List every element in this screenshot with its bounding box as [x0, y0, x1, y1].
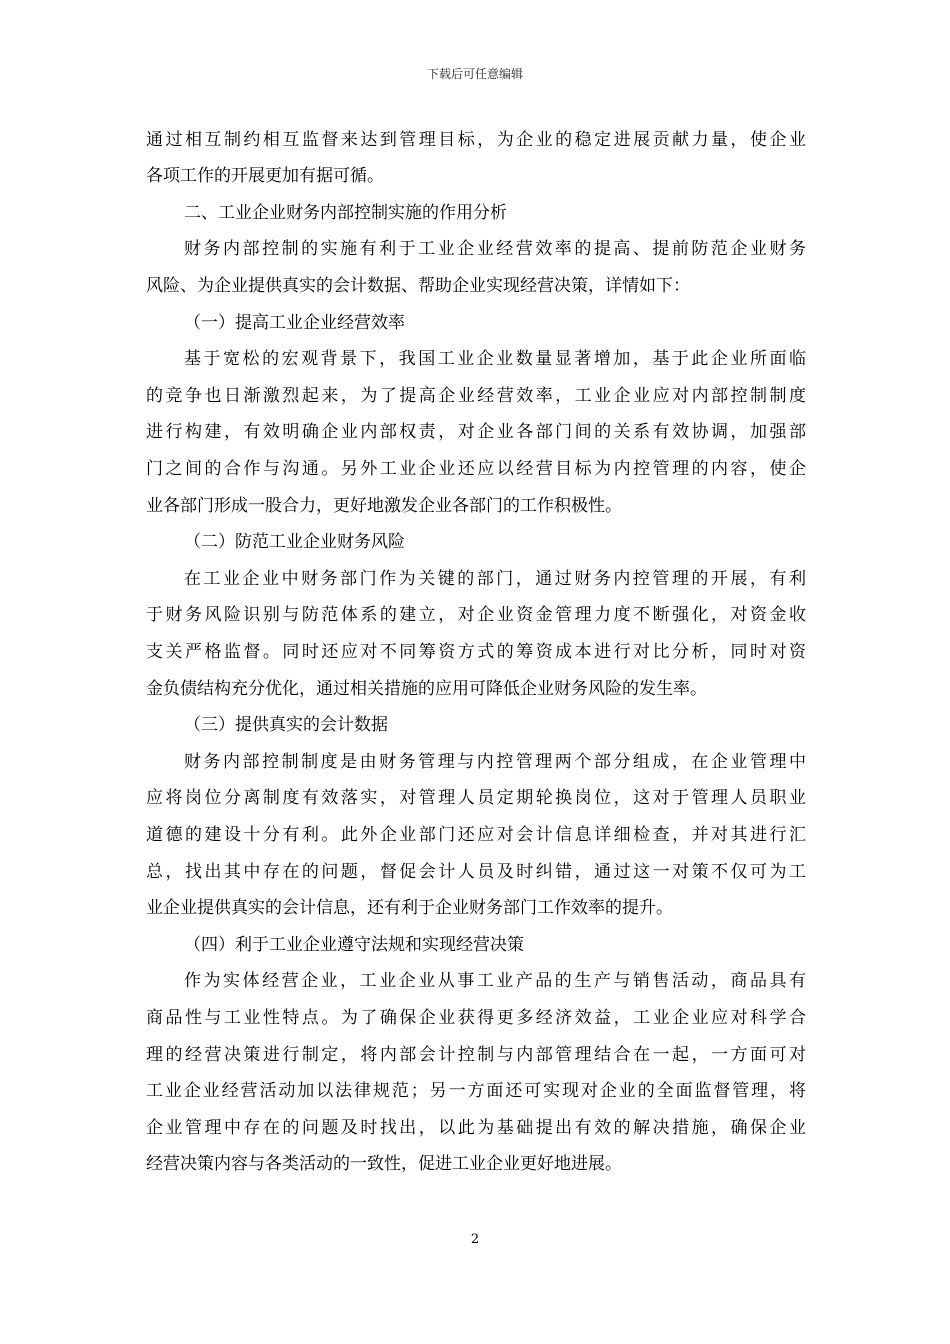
paragraph-line: 业各部门形成一股合力，更好地激发企业各部门的工作积极性。: [146, 496, 622, 516]
paragraph-line: 金负债结构充分优化，通过相关措施的应用可降低企业财务风险的发生率。: [146, 679, 707, 699]
paragraph-line: 支关严格监督。同时还应对不同筹资方式的筹资成本进行对比分析，同时对资: [146, 642, 806, 662]
paragraph-line: 基于宽松的宏观背景下，我国工业企业数量显著增加，基于此企业所面临: [184, 349, 806, 369]
paragraph-line: 各项工作的开展更加有据可循。: [146, 166, 384, 186]
subsection-heading: （二）防范工业企业财务风险: [184, 532, 405, 552]
paragraph-line: 通过相互制约相互监督来达到管理目标，为企业的稳定进展贡献力量，使企业: [146, 130, 806, 150]
paragraph-line: 的竞争也日渐激烈起来，为了提高企业经营效率，工业企业应对内部控制制度: [146, 386, 806, 406]
page-header: 下载后可任意编辑: [426, 67, 523, 81]
paragraph-line: 于财务风险识别与防范体系的建立，对企业资金管理力度不断强化，对资金收: [146, 605, 806, 625]
paragraph-line: 道德的建设十分有利。此外企业部门还应对会计信息详细检查，并对其进行汇: [146, 825, 806, 845]
paragraph-line: 作为实体经营企业，工业企业从事工业产品的生产与销售活动，商品具有: [184, 971, 806, 991]
subsection-heading: （三）提供真实的会计数据: [184, 715, 388, 735]
subsection-heading: （四）利于工业企业遵守法规和实现经营决策: [184, 935, 524, 955]
paragraph-line: 门之间的合作与沟通。另外工业企业还应以经营目标为内控管理的内容，使企: [146, 459, 806, 479]
paragraph-line: 财务内部控制的实施有利于工业企业经营效率的提高、提前防范企业财务: [184, 239, 806, 259]
subsection-heading: （一）提高工业企业经营效率: [184, 313, 405, 333]
section-heading: 二、工业企业财务内部控制实施的作用分析: [184, 203, 507, 223]
paragraph-line: 在工业企业中财务部门作为关键的部门，通过财务内控管理的开展，有利: [184, 569, 806, 589]
paragraph-line: 进行构建，有效明确企业内部权责，对企业各部门间的关系有效协调，加强部: [146, 422, 806, 442]
paragraph-line: 总，找出其中存在的问题，督促会计人员及时纠错，通过这一对策不仅可为工: [146, 862, 806, 882]
paragraph-line: 经营决策内容与各类活动的一致性，促进工业企业更好地进展。: [146, 1154, 622, 1174]
paragraph-line: 业企业提供真实的会计信息，还有利于企业财务部门工作效率的提升。: [146, 898, 673, 918]
paragraph-line: 风险、为企业提供真实的会计数据、帮助企业实现经营决策，详情如下：: [146, 276, 690, 296]
paragraph-line: 商品性与工业性特点。为了确保企业获得更多经济效益，工业企业应对科学合: [146, 1008, 806, 1028]
paragraph-line: 理的经营决策进行制定，将内部会计控制与内部管理结合在一起，一方面可对: [146, 1045, 806, 1065]
paragraph-line: 企业管理中存在的问题及时找出，以此为基础提出有效的解决措施，确保企业: [146, 1118, 806, 1138]
paragraph-line: 工业企业经营活动加以法律规范；另一方面还可实现对企业的全面监督管理，将: [146, 1081, 806, 1101]
paragraph-line: 财务内部控制制度是由财务管理与内控管理两个部分组成，在企业管理中: [184, 752, 806, 772]
page-number: 2: [470, 1232, 480, 1247]
paragraph-line: 应将岗位分离制度有效落实，对管理人员定期轮换岗位，这对于管理人员职业: [146, 788, 806, 808]
